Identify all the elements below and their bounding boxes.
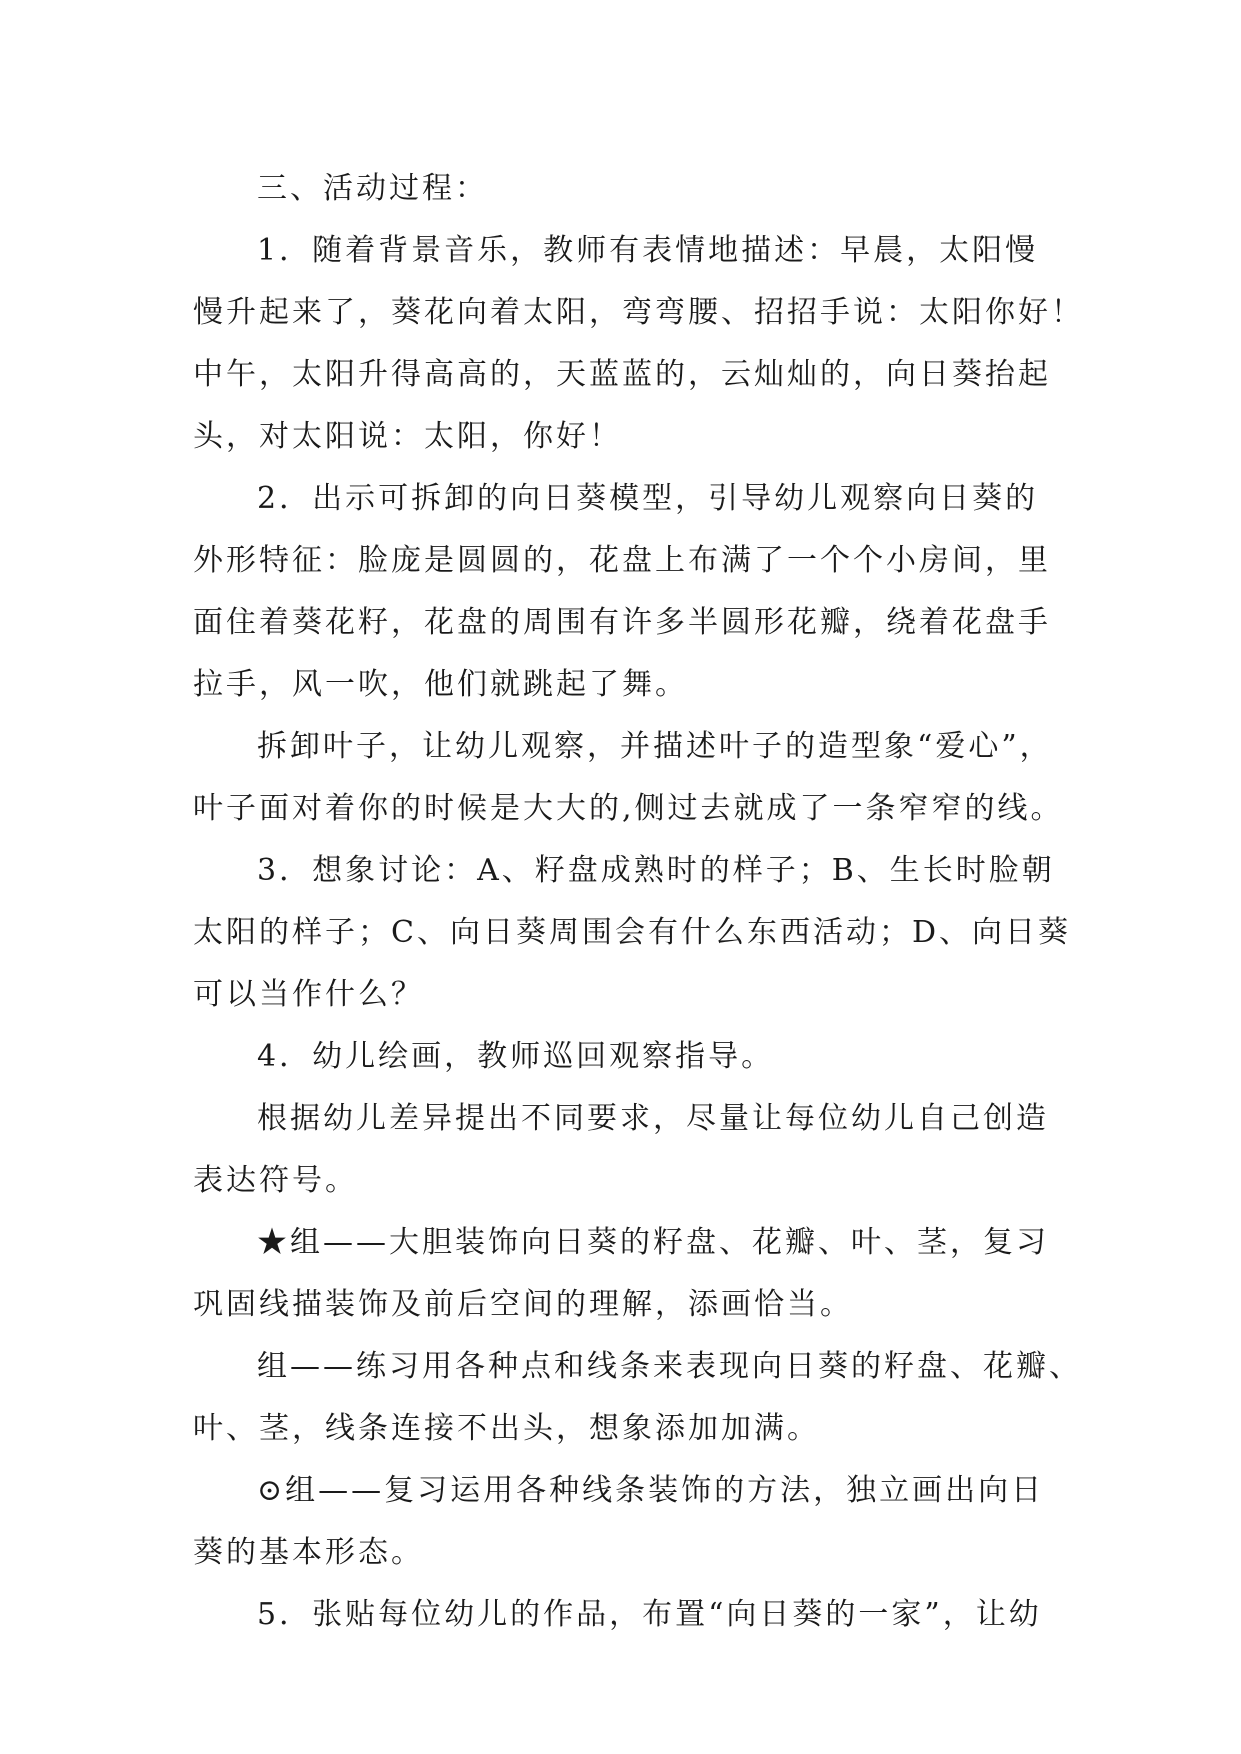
text-line: 5．张贴每位幼儿的作品，布置“向日葵的一家”，让幼	[257, 1597, 1042, 1632]
paragraph-step-4	[193, 1026, 1049, 1088]
text-line: 巩固线描装饰及前后空间的理解，添画恰当。	[193, 1287, 853, 1322]
text-line: 2．出示可拆卸的向日葵模型，引导幼儿观察向日葵的	[257, 481, 1039, 516]
paragraph-step-2	[193, 468, 1049, 716]
text-line: 中午，太阳升得高高的，天蓝蓝的，云灿灿的，向日葵抬起	[193, 357, 1051, 392]
paragraph-step-5	[193, 1584, 1049, 1646]
text-line: 葵的基本形态。	[193, 1535, 424, 1570]
paragraph-requirements	[193, 1088, 1049, 1212]
text-line: 4．幼儿绘画，教师巡回观察指导。	[257, 1039, 775, 1074]
paragraph-step-1	[193, 220, 1084, 468]
paragraph-section-heading	[193, 158, 1049, 220]
text-line: 根据幼儿差异提出不同要求，尽量让每位幼儿自己创造	[257, 1101, 1049, 1136]
text-line: 外形特征：脸庞是圆圆的，花盘上布满了一个个小房间，里	[193, 543, 1051, 578]
text-line: 头，对太阳说：太阳，你好！	[193, 419, 622, 454]
text-line: 组——练习用各种点和线条来表现向日葵的籽盘、花瓣、	[257, 1349, 1082, 1384]
paragraph-leaf	[193, 716, 1064, 840]
paragraph-star-group	[193, 1212, 1049, 1336]
text-line: 三、活动过程：	[257, 171, 488, 206]
text-line: 拉手，风一吹，他们就跳起了舞。	[193, 667, 688, 702]
text-line: 太阳的样子；C、向日葵周围会有什么东西活动；D、向日葵	[193, 915, 1072, 950]
text-line: 可以当作什么？	[193, 977, 424, 1012]
paragraph-step-3	[193, 840, 1072, 1026]
text-line: 面住着葵花籽，花盘的周围有许多半圆形花瓣，绕着花盘手	[193, 605, 1051, 640]
text-line: ⊙组——复习运用各种线条装饰的方法，独立画出向日	[257, 1473, 1045, 1508]
text-line: 叶子面对着你的时候是大大的,侧过去就成了一条窄窄的线。	[193, 791, 1064, 826]
paragraph-circle-group	[193, 1460, 1049, 1584]
text-line: 叶、茎，线条连接不出头，想象添加加满。	[193, 1411, 820, 1446]
text-line: 1．随着背景音乐，教师有表情地描述：早晨，太阳慢	[257, 233, 1039, 268]
text-line: 表达符号。	[193, 1163, 358, 1198]
text-line: ★组——大胆装饰向日葵的籽盘、花瓣、叶、茎，复习	[257, 1225, 1049, 1260]
text-line: 拆卸叶子，让幼儿观察，并描述叶子的造型象“爱心”，	[257, 729, 1053, 764]
paragraph-plain-group	[193, 1336, 1082, 1460]
text-line: 3．想象讨论：A、籽盘成熟时的样子；B、生长时脸朝	[257, 853, 1055, 888]
document-body	[193, 158, 1084, 1646]
text-line: 慢升起来了，葵花向着太阳，弯弯腰、招招手说：太阳你好！	[193, 295, 1084, 330]
